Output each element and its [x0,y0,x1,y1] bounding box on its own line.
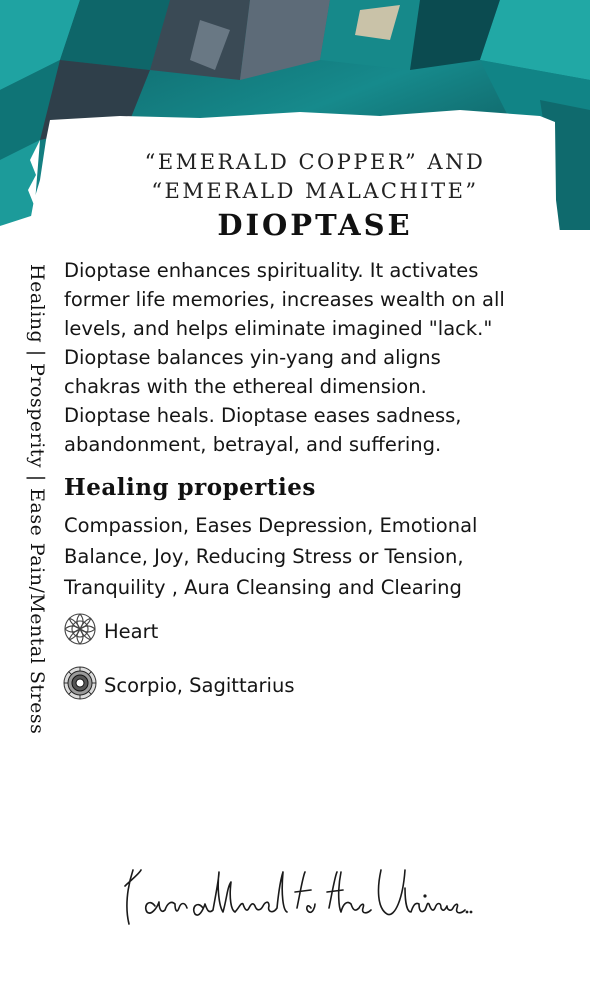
zodiac-row [63,666,295,705]
affirmation-signature [0,858,590,942]
subtitle [60,148,570,206]
healing-properties-list: Compassion, Eases Depression, Emotional Balance, Joy, Reducing Stress or Tension, Tranquility , Aura Cleansing and Clearing [64,514,478,599]
vertical-keywords: Healing | Prosperity | Ease Pain/Mental Stress [26,264,48,735]
chakra-label: Heart [104,620,159,643]
page-title: DIOPTASE [217,208,413,242]
healing-properties-heading: Healing properties [64,474,316,501]
zodiac-icon [63,666,97,705]
zodiac-label: Scorpio, Sagittarius [104,674,295,697]
heart-chakra-icon [63,612,97,651]
handwritten-affirmation [115,858,475,938]
crystal-description: Dioptase enhances spirituality. It activates former life memories, increases wealth on all levels, and helps eliminate imagined "lack." Dioptase balances yin-yang and aligns chakras with the ethereal dimension. Dioptase heals. Dioptase eases sadness, abandonment, betrayal, and suffering. [64,259,505,456]
subtitle-line-1: “EMERALD COPPER” AND [144,150,486,174]
chakra-row [63,612,158,651]
subtitle-line-2: “EMERALD MALACHITE” [151,179,479,203]
